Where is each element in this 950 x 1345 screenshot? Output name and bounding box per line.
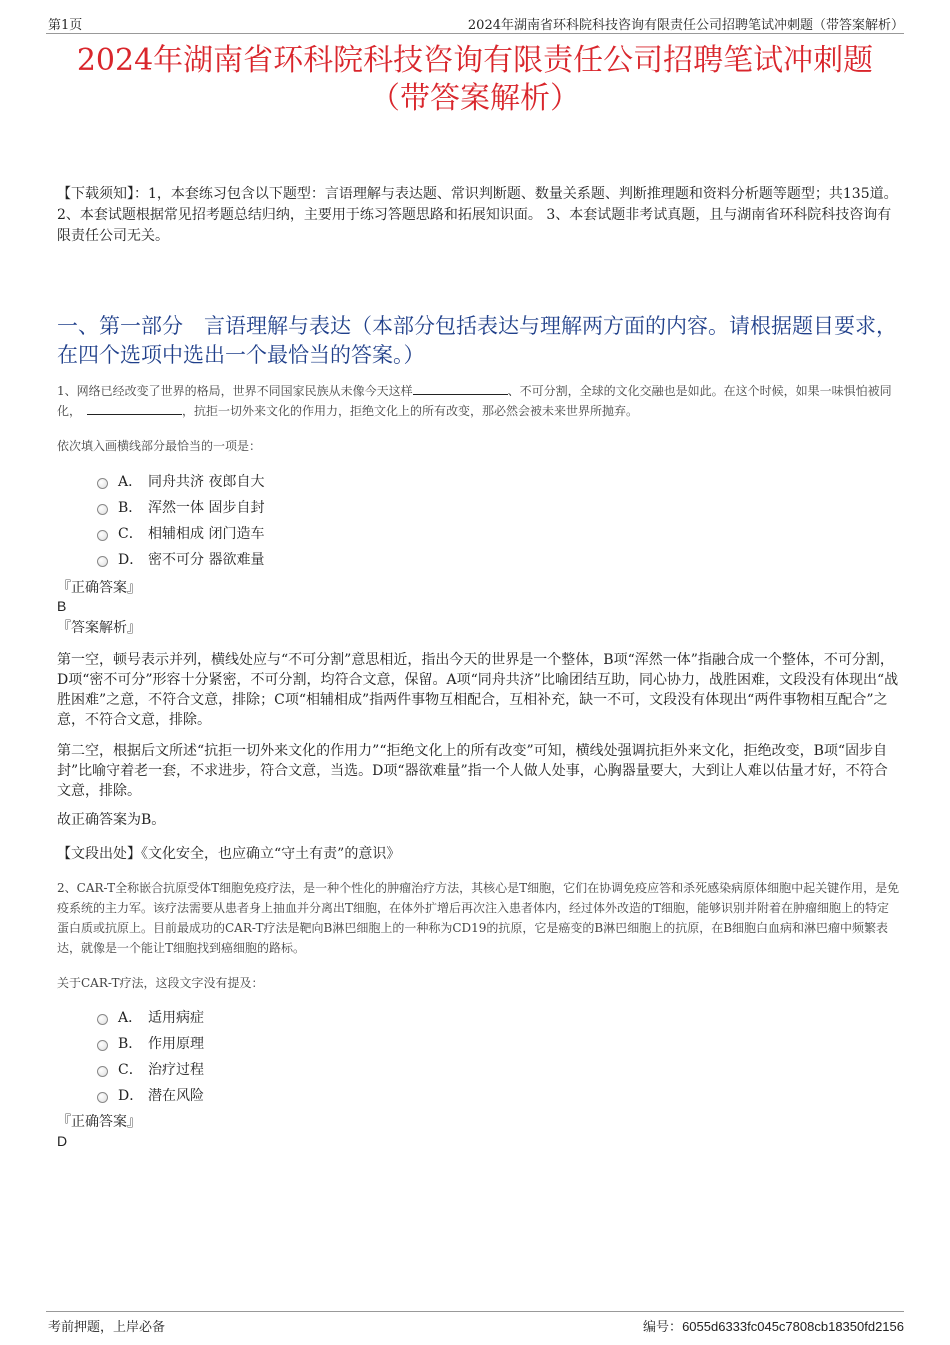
radio-icon[interactable] bbox=[97, 504, 108, 515]
option-a[interactable] bbox=[97, 468, 264, 494]
analysis-conclusion: 故正确答案为B。 bbox=[57, 812, 166, 828]
option-text: 浑然一体 固步自封 bbox=[148, 500, 265, 516]
question-1-options bbox=[97, 468, 264, 572]
download-notice: 【下载须知】：1，本套练习包含以下题型：言语理解与表达题、常识判断题、数量关系题、判断推理题和资料分析题等题型；共135道。 2、本套试题根据常见招考题总结归纳，主要用于练习答题思路和拓展知识面。 3、本套试题非考试真题，且与湖南省环科院科技咨询有限责任公司无关。 bbox=[57, 186, 898, 244]
option-d[interactable] bbox=[97, 1082, 204, 1108]
option-letter: A． bbox=[118, 1010, 143, 1026]
option-letter: A． bbox=[118, 474, 143, 490]
section-heading: 一、第一部分 言语理解与表达（本部分包括表达与理解两方面的内容。请根据题目要求，在四个选项中选出一个最恰当的答案。） bbox=[57, 314, 897, 367]
footer-divider bbox=[46, 1311, 904, 1312]
analysis-paragraph-1: 第一空，顿号表示并列，横线处应与“不可分割”意思相近，指出今天的世界是一个整体，B项“浑然一体”指融合成一个整体，不可分割，D项“密不可分”形容十分紧密，不可分割，均符合文意，保留。A项“同舟共济”比喻团结互助，同心协力，战胜困难，文段没有体现出“战胜困难”之意，不符合文意，排除；C项“相辅相成”指两件事物互相配合，互相补充，缺一不可，文段没有体现出“两件事物相互配合”之意，不符合文意，排除。 bbox=[57, 652, 899, 728]
option-letter: B． bbox=[118, 1036, 143, 1052]
footer-code-label: 编号： bbox=[643, 1320, 683, 1335]
page-title-line2: （带答案解析） bbox=[370, 81, 580, 116]
radio-icon[interactable] bbox=[97, 478, 108, 489]
radio-icon[interactable] bbox=[97, 1040, 108, 1051]
question-1-stem-part3: ，抗拒一切外来文化的作用力，拒绝文化上的所有改变，那必然会被未来世界所抛弃。 bbox=[182, 404, 639, 418]
radio-icon[interactable] bbox=[97, 530, 108, 541]
page-title-line1: 2024年湖南省环科院科技咨询有限责任公司招聘笔试冲刺题 bbox=[76, 43, 874, 78]
answer-value: D bbox=[57, 1133, 68, 1149]
header-doc-title: 2024年湖南省环科院科技咨询有限责任公司招聘笔试冲刺题（带答案解析） bbox=[467, 18, 904, 33]
option-letter: B． bbox=[118, 500, 143, 516]
radio-icon[interactable] bbox=[97, 556, 108, 567]
analysis-label: 『答案解析』 bbox=[57, 620, 141, 636]
option-b[interactable] bbox=[97, 494, 264, 520]
page-title bbox=[40, 42, 910, 118]
analysis-paragraph-2: 第二空，根据后文所述“抗拒一切外来文化的作用力”“拒绝文化上的所有改变”可知，横线处强调抗拒外来文化，拒绝改变，B项“固步自封”比喻守着老一套，不求进步，符合文意，当选。D项“器欲难量”指一个人做人处事，心胸器量要大，大到让人难以估量才好，不符合文意，排除。 bbox=[57, 743, 888, 799]
question-1-prompt: 依次填入画横线部分最恰当的一项是： bbox=[57, 439, 262, 453]
question-2-prompt: 关于CAR-T疗法，这段文字没有提及： bbox=[57, 976, 264, 990]
footer-code bbox=[643, 1316, 904, 1335]
option-text: 相辅相成 闭门造车 bbox=[148, 526, 265, 542]
option-c[interactable] bbox=[97, 520, 264, 546]
question-1-stem bbox=[57, 381, 900, 421]
fill-blank-2 bbox=[87, 402, 182, 415]
option-letter: D． bbox=[118, 552, 144, 568]
footer-code-value: 6055d6333fc045c7808cb18350fd2156 bbox=[682, 1319, 904, 1334]
option-text: 适用病症 bbox=[148, 1010, 204, 1026]
option-text: 治疗过程 bbox=[148, 1062, 204, 1078]
option-letter: C． bbox=[118, 526, 143, 542]
option-d[interactable] bbox=[97, 546, 264, 572]
question-1-stem-part1: 1、网络已经改变了世界的格局，世界不同国家民族从未像今天这样 bbox=[57, 384, 413, 398]
option-c[interactable] bbox=[97, 1056, 204, 1082]
option-letter: D． bbox=[118, 1088, 144, 1104]
footer-slogan: 考前押题，上岸必备 bbox=[48, 1320, 166, 1335]
question-2-stem: 2、CAR-T全称嵌合抗原受体T细胞免疫疗法，是一种个性化的肿瘤治疗方法，其核心是T细胞，它们在协调免疫应答和杀死感染病原体细胞中起关键作用，是免疫系统的主力军。该疗法需要从患者身上抽血并分离出T细胞，在体外扩增后再次注入患者体内，经过体外改造的T细胞，能够识别并附着在肿瘤细胞上的特定蛋白质或抗原上。目前最成功的CAR-T疗法是靶向B淋巴细胞上的一种称为CD19的抗原，它是癌变的B淋巴细胞上的抗原，在B细胞白血病和淋巴瘤中频繁表达，就像是一个能让T细胞找到癌细胞的路标。 bbox=[57, 881, 900, 955]
option-text: 密不可分 器欲难量 bbox=[148, 552, 265, 568]
question-2-options bbox=[97, 1004, 204, 1108]
answer-label: 『正确答案』 bbox=[57, 580, 141, 596]
fill-blank-1 bbox=[413, 382, 508, 395]
option-text: 作用原理 bbox=[148, 1036, 204, 1052]
radio-icon[interactable] bbox=[97, 1066, 108, 1077]
option-a[interactable] bbox=[97, 1004, 204, 1030]
answer-value: B bbox=[57, 598, 67, 614]
header-divider bbox=[46, 33, 904, 34]
option-letter: C． bbox=[118, 1062, 143, 1078]
page-number: 第1页 bbox=[48, 18, 83, 33]
radio-icon[interactable] bbox=[97, 1092, 108, 1103]
radio-icon[interactable] bbox=[97, 1014, 108, 1025]
option-b[interactable] bbox=[97, 1030, 204, 1056]
option-text: 同舟共济 夜郎自大 bbox=[148, 474, 265, 490]
question-1-stem-part2: 、不可分割，全球的文化交融也是如此。在这个时候，如果一味惧怕被同化， bbox=[57, 384, 892, 418]
option-text: 潜在风险 bbox=[148, 1088, 204, 1104]
source-citation: 【文段出处】《文化安全，也应确立“守土有责”的意识》 bbox=[57, 846, 401, 862]
answer-label: 『正确答案』 bbox=[57, 1114, 141, 1130]
